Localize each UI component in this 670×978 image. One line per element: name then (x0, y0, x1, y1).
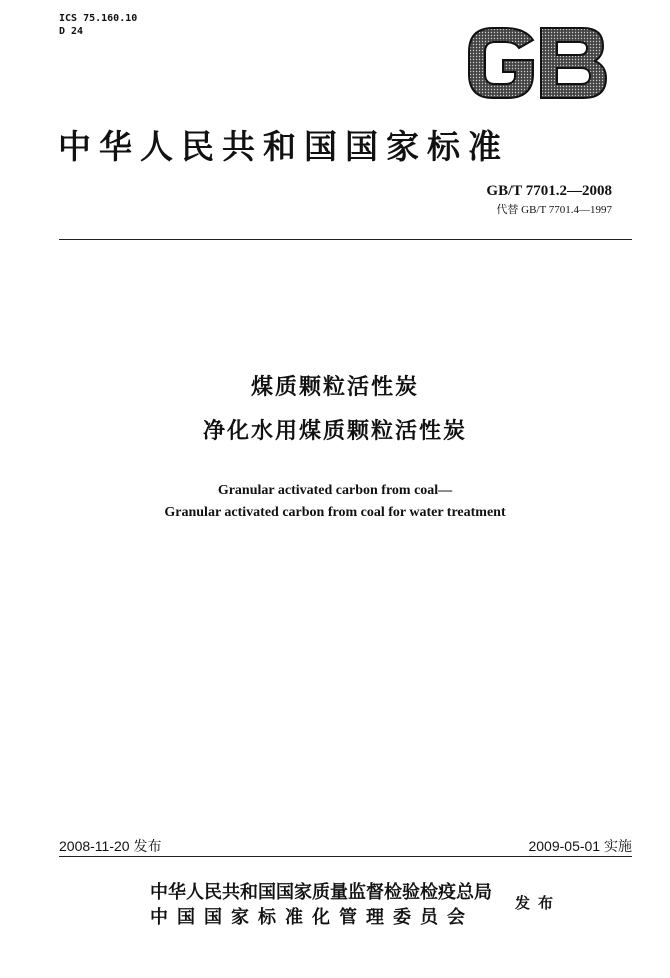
national-standard-title: 中华人民共和国国家标准 (58, 127, 509, 166)
classification-block (59, 12, 137, 38)
implement-date: 2009-05-01 实施 (528, 838, 632, 854)
header-divider (59, 239, 632, 240)
title-cn-main: 煤质颗粒活性炭 (250, 375, 419, 400)
issue-action: 发布 (515, 894, 562, 912)
replaces-note: 代替 GB/T 7701.4—1997 (496, 204, 612, 216)
title-en-main: Granular activated carbon from coal— (217, 483, 453, 498)
issuer-aqsiq: 中华人民共和国国家质量监督检验检疫总局 (150, 882, 492, 903)
title-cn-sub: 净化水用煤质颗粒活性炭 (202, 419, 467, 444)
standard-code: GB/T 7701.2—2008 (486, 183, 612, 199)
gb-logo-icon (463, 22, 611, 104)
footer-divider (59, 856, 632, 857)
standard-number-block (486, 183, 612, 217)
title-en-sub: Granular activated carbon from coal for water treatment (164, 505, 506, 520)
ics-code: ICS 75.160.10 (59, 13, 138, 24)
ccs-code: D 24 (59, 26, 84, 37)
issuer-sac: 中国国家标准化管理委员会 (150, 907, 474, 928)
publish-date: 2008-11-20 发布 (59, 838, 162, 854)
